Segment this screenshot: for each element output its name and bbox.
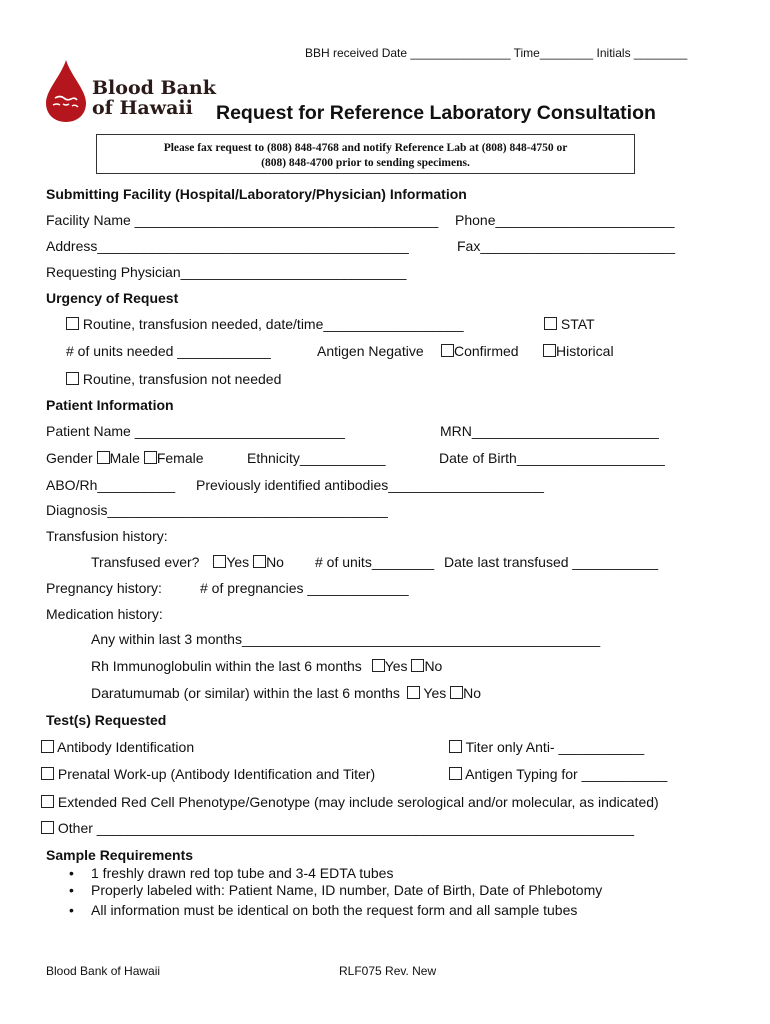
stat-label: STAT	[560, 316, 595, 332]
sample-item: • Properly labeled with: Patient Name, ID number, Date of Birth, Date of Phlebotomy	[91, 882, 602, 898]
gender-row	[46, 450, 204, 466]
rh-ig-row	[91, 658, 442, 674]
historical-checkbox[interactable]	[543, 344, 556, 357]
confirmed-label: Confirmed	[454, 343, 519, 359]
transfused-no-checkbox[interactable]	[253, 555, 266, 568]
transfusion-history-label: Transfusion history:	[46, 528, 168, 544]
requesting-physician-field[interactable]: Requesting Physician_____________________________	[46, 264, 407, 280]
fax-notice-line2: (808) 848-4700 prior to sending specimens.	[261, 157, 470, 169]
historical-option[interactable]	[543, 343, 614, 359]
ethnicity-field[interactable]: Ethnicity___________	[247, 450, 386, 466]
daratumumab-no-label: No	[463, 685, 482, 701]
extended-phenotype-label: Extended Red Cell Phenotype/Genotype (may include serological and/or molecular, as indicated)	[57, 794, 659, 810]
routine-needed-checkbox[interactable]	[66, 317, 79, 330]
antigen-typing-option[interactable]	[449, 766, 667, 782]
facility-heading: Submitting Facility (Hospital/Laboratory/Physician) Information	[46, 186, 467, 202]
prenatal-option[interactable]	[41, 766, 375, 782]
stat-checkbox[interactable]	[544, 317, 557, 330]
antibody-id-label: Antibody Identification	[57, 739, 195, 755]
male-checkbox[interactable]	[97, 451, 110, 464]
address-field[interactable]: Address________________________________________	[46, 238, 409, 254]
num-pregnancies-field[interactable]: # of pregnancies _____________	[200, 580, 409, 596]
other-option[interactable]	[41, 820, 634, 836]
page-title: Request for Reference Laboratory Consultation	[216, 102, 656, 124]
historical-label: Historical	[556, 343, 614, 359]
female-label: Female	[156, 450, 204, 466]
footer-org: Blood Bank of Hawaii	[46, 964, 161, 978]
num-units-field[interactable]: # of units________	[315, 554, 435, 570]
diagnosis-field[interactable]: Diagnosis____________________________________	[46, 502, 388, 518]
logo-text-line2: of Hawaii	[92, 97, 193, 119]
male-label: Male	[109, 450, 140, 466]
sample-item: • All information must be identical on both the request form and all sample tubes	[91, 902, 577, 918]
prenatal-label: Prenatal Work-up (Antibody Identification and Titer)	[57, 766, 376, 782]
daratumumab-no-checkbox[interactable]	[450, 686, 463, 699]
phone-field[interactable]: Phone_______________________	[455, 212, 675, 228]
urgency-heading: Urgency of Request	[46, 290, 179, 306]
daratumumab-label: Daratumumab (or similar) within the last 6 months	[91, 685, 400, 701]
rh-ig-yes-checkbox[interactable]	[372, 659, 385, 672]
previous-antibodies-field[interactable]: Previously identified antibodies____________________	[196, 477, 544, 493]
transfused-ever-label: Transfused ever?	[91, 554, 200, 570]
routine-not-needed-label: Routine, transfusion not needed	[82, 371, 282, 387]
antigen-typing-label: Antigen Typing for ___________	[465, 766, 668, 782]
daratumumab-yes-label: Yes	[423, 685, 447, 701]
prenatal-checkbox[interactable]	[41, 767, 54, 780]
fax-notice-box	[96, 134, 635, 174]
rh-ig-yes-label: Yes	[384, 658, 408, 674]
pregnancy-history-label: Pregnancy history:	[46, 580, 162, 596]
titer-only-label: Titer only Anti- ___________	[465, 739, 645, 755]
rh-ig-no-checkbox[interactable]	[411, 659, 424, 672]
routine-not-needed-checkbox[interactable]	[66, 372, 79, 385]
received-date-line[interactable]: BBH received Date _______________ Time________ Initials ________	[305, 46, 688, 60]
antibody-id-option[interactable]	[41, 739, 194, 755]
extended-phenotype-option[interactable]	[41, 794, 659, 810]
mrn-field[interactable]: MRN________________________	[440, 423, 659, 439]
titer-only-checkbox[interactable]	[449, 740, 462, 753]
blood-drop-logo-icon	[43, 58, 89, 124]
rh-ig-no-label: No	[424, 658, 443, 674]
routine-needed-label: Routine, transfusion needed, date/time__________________	[82, 316, 464, 332]
other-label: Other _____________________________________________________________________	[57, 820, 635, 836]
medication-history-label: Medication history:	[46, 606, 163, 622]
abo-rh-field[interactable]: ABO/Rh__________	[46, 477, 176, 493]
patient-name-field[interactable]: Patient Name ___________________________	[46, 423, 345, 439]
patient-heading: Patient Information	[46, 397, 174, 413]
antibody-id-checkbox[interactable]	[41, 740, 54, 753]
daratumumab-row	[91, 685, 481, 701]
confirmed-option[interactable]	[441, 343, 519, 359]
antigen-typing-checkbox[interactable]	[449, 767, 462, 780]
transfused-ever-row	[91, 554, 284, 570]
date-of-birth-field[interactable]: Date of Birth___________________	[439, 450, 665, 466]
units-needed-field[interactable]: # of units needed ____________	[66, 343, 271, 359]
antigen-negative-label: Antigen Negative	[317, 343, 424, 359]
stat-option[interactable]	[544, 316, 595, 332]
routine-not-needed-option[interactable]	[66, 371, 281, 387]
sample-heading: Sample Requirements	[46, 847, 194, 863]
routine-needed-option[interactable]	[66, 316, 464, 332]
other-checkbox[interactable]	[41, 821, 54, 834]
facility-name-field[interactable]: Facility Name _______________________________________	[46, 212, 439, 228]
date-last-transfused-field[interactable]: Date last transfused ___________	[444, 554, 659, 570]
logo-text-line1: Blood Bank	[92, 77, 216, 99]
gender-label: Gender	[46, 450, 93, 466]
fax-notice-line1: Please fax request to (808) 848-4768 and notify Reference Lab at (808) 848-4750 or	[163, 142, 568, 154]
transfused-yes-label: Yes	[226, 554, 250, 570]
last-3-months-field[interactable]: Any within last 3 months______________________________________________	[91, 631, 601, 647]
extended-phenotype-checkbox[interactable]	[41, 795, 54, 808]
fax-field[interactable]: Fax_________________________	[457, 238, 675, 254]
transfused-yes-checkbox[interactable]	[213, 555, 226, 568]
confirmed-checkbox[interactable]	[441, 344, 454, 357]
sample-item: • 1 freshly drawn red top tube and 3-4 EDTA tubes	[91, 865, 393, 881]
titer-only-option[interactable]	[449, 739, 644, 755]
footer-form-number: RLF075 Rev. New	[339, 964, 437, 978]
rh-ig-label: Rh Immunoglobulin within the last 6 months	[91, 658, 362, 674]
transfused-no-label: No	[266, 554, 284, 570]
tests-heading: Test(s) Requested	[46, 712, 167, 728]
daratumumab-yes-checkbox[interactable]	[407, 686, 420, 699]
female-checkbox[interactable]	[144, 451, 157, 464]
